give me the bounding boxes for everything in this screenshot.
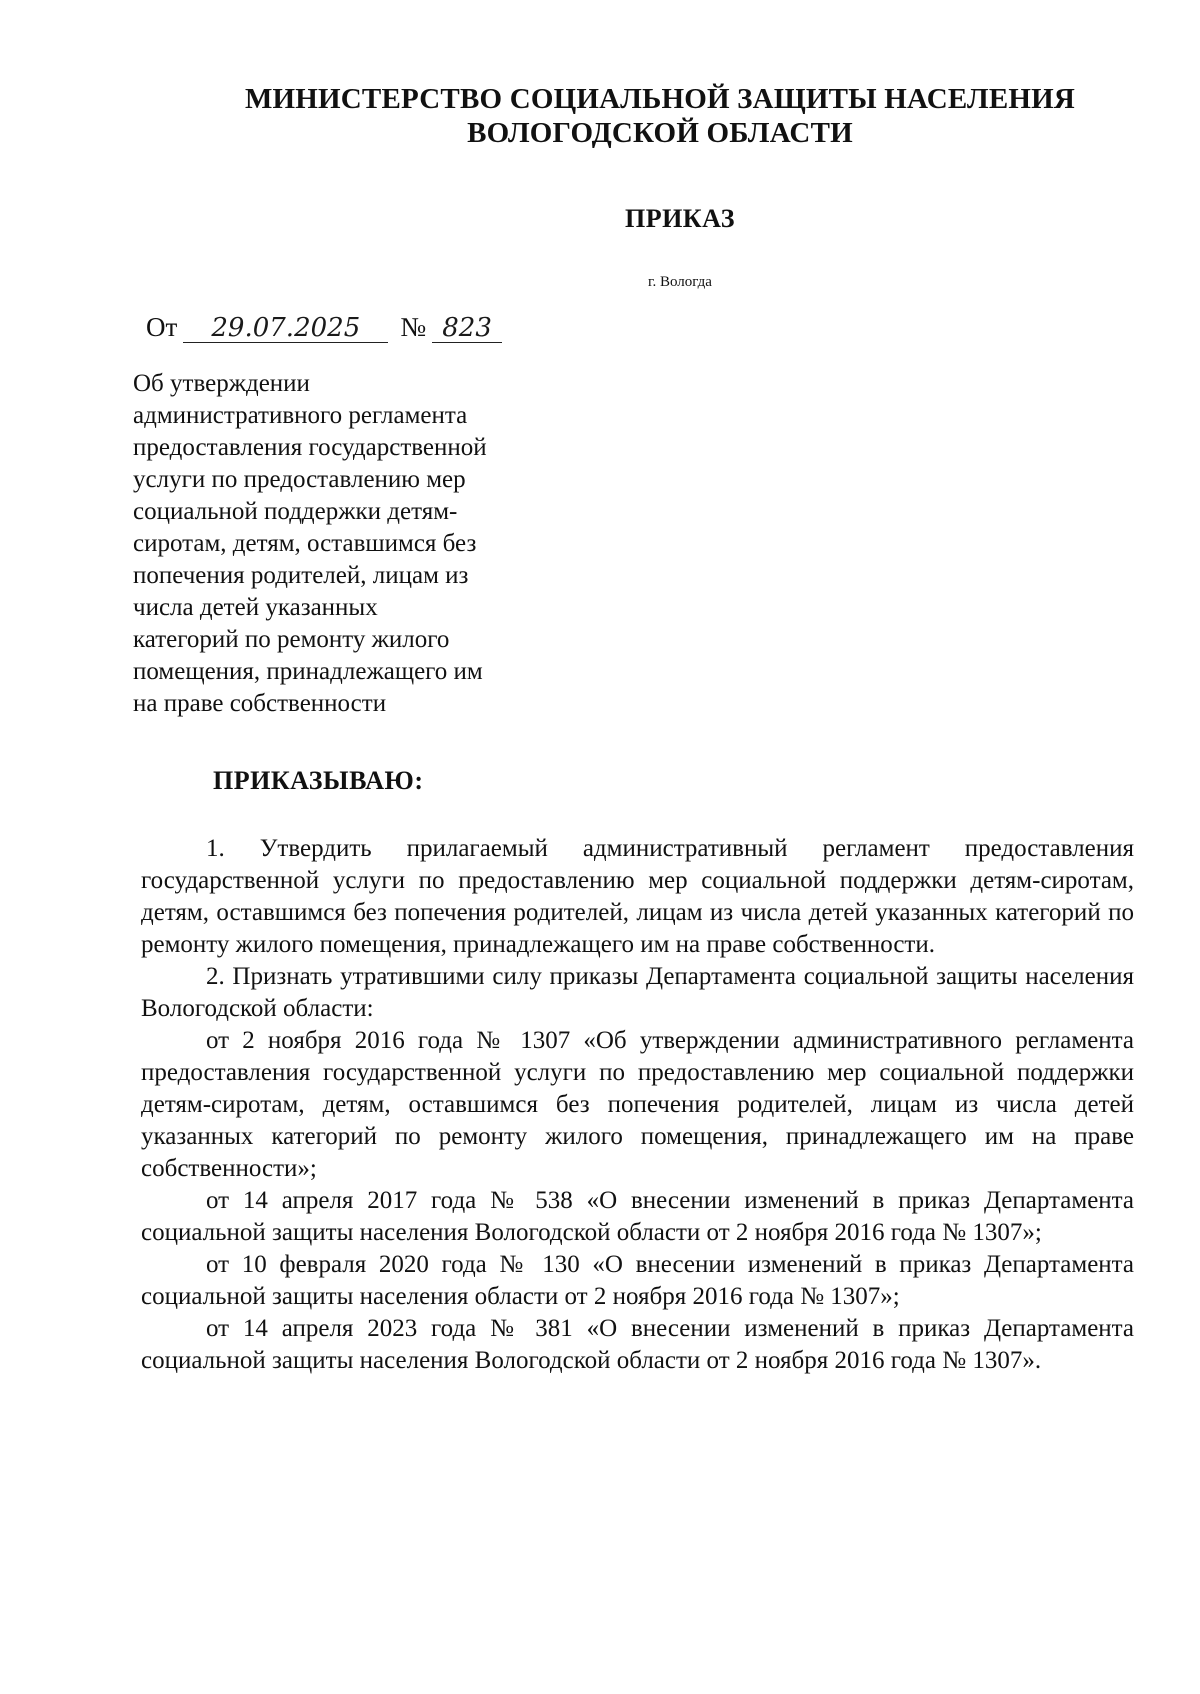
subject-line: на праве собственности (133, 690, 387, 717)
repealed-order-item: от 14 апреля 2017 года № 538 «О внесении изменений в приказ Департамента социальной защиты населения Вологодской области от 2 ноября 2016 года № 1307»; (141, 1187, 1134, 1246)
date-prefix: От (146, 312, 178, 342)
ministry-header (230, 82, 1090, 150)
subject-line: попечения родителей, лицам из (133, 562, 469, 589)
city-label: г. Вологда (648, 274, 712, 290)
repealed-order-item: от 14 апреля 2023 года № 381 «О внесении изменений в приказ Департамента социальной защиты населения Вологодской области от 2 ноября 2016 года № 1307». (141, 1315, 1134, 1374)
number-prefix: № (400, 312, 427, 342)
subject-line: числа детей указанных (133, 594, 378, 621)
ministry-name-line-1: МИНИСТЕРСТВО СОЦИАЛЬНОЙ ЗАЩИТЫ НАСЕЛЕНИЯ (244, 83, 1076, 115)
order-subject (133, 368, 553, 720)
handwritten-order-date: 29.07.2025 (183, 314, 388, 343)
subject-line: сиротам, детям, оставшимся без (133, 530, 477, 557)
paragraph-repeal-orders: 2. Признать утратившими силу приказы Департамента социальной защиты населения Вологодской области: (141, 963, 1134, 1022)
subject-line: социальной поддержки детям- (133, 498, 458, 525)
subject-line: помещения, принадлежащего им (133, 658, 483, 685)
subject-line: Об утверждении (133, 370, 310, 397)
subject-line: услуги по предоставлению мер (133, 466, 466, 493)
subject-line: предоставления государственной (133, 434, 487, 461)
order-body (141, 833, 1134, 1377)
ministry-name-line-2: ВОЛОГОДСКОЙ ОБЛАСТИ (467, 117, 853, 149)
paragraph-approve-regulation: 1. Утвердить прилагаемый административный регламент предоставления государственной услуги по предоставлению мер социальной поддержки детям-сиротам, детям, оставшимся без попечения родителей, лицам из числа детей указанных категорий по ремонту жилого помещения, принадлежащего им на праве собственности. (141, 835, 1134, 958)
order-date-number-line (146, 312, 502, 343)
subject-line: категорий по ремонту жилого (133, 626, 450, 653)
handwritten-order-number: 823 (432, 314, 502, 343)
document-type-title: ПРИКАЗ (624, 204, 736, 233)
repealed-order-item: от 10 февраля 2020 года № 130 «О внесении изменений в приказ Департамента социальной защиты населения области от 2 ноября 2016 года № 1307»; (141, 1251, 1134, 1310)
decree-heading: ПРИКАЗЫВАЮ: (213, 766, 424, 795)
subject-line: административного регламента (133, 402, 468, 429)
repealed-order-item: от 2 ноября 2016 года № 1307 «Об утверждении административного регламента предоставления государственной услуги по предоставлению мер социальной поддержки детям-сиротам, детям, оставшимся без попечения родителей, лицам из числа детей указанных категорий по ремонту жилого помещения, принадлежащего им на праве собственности»; (141, 1027, 1134, 1182)
